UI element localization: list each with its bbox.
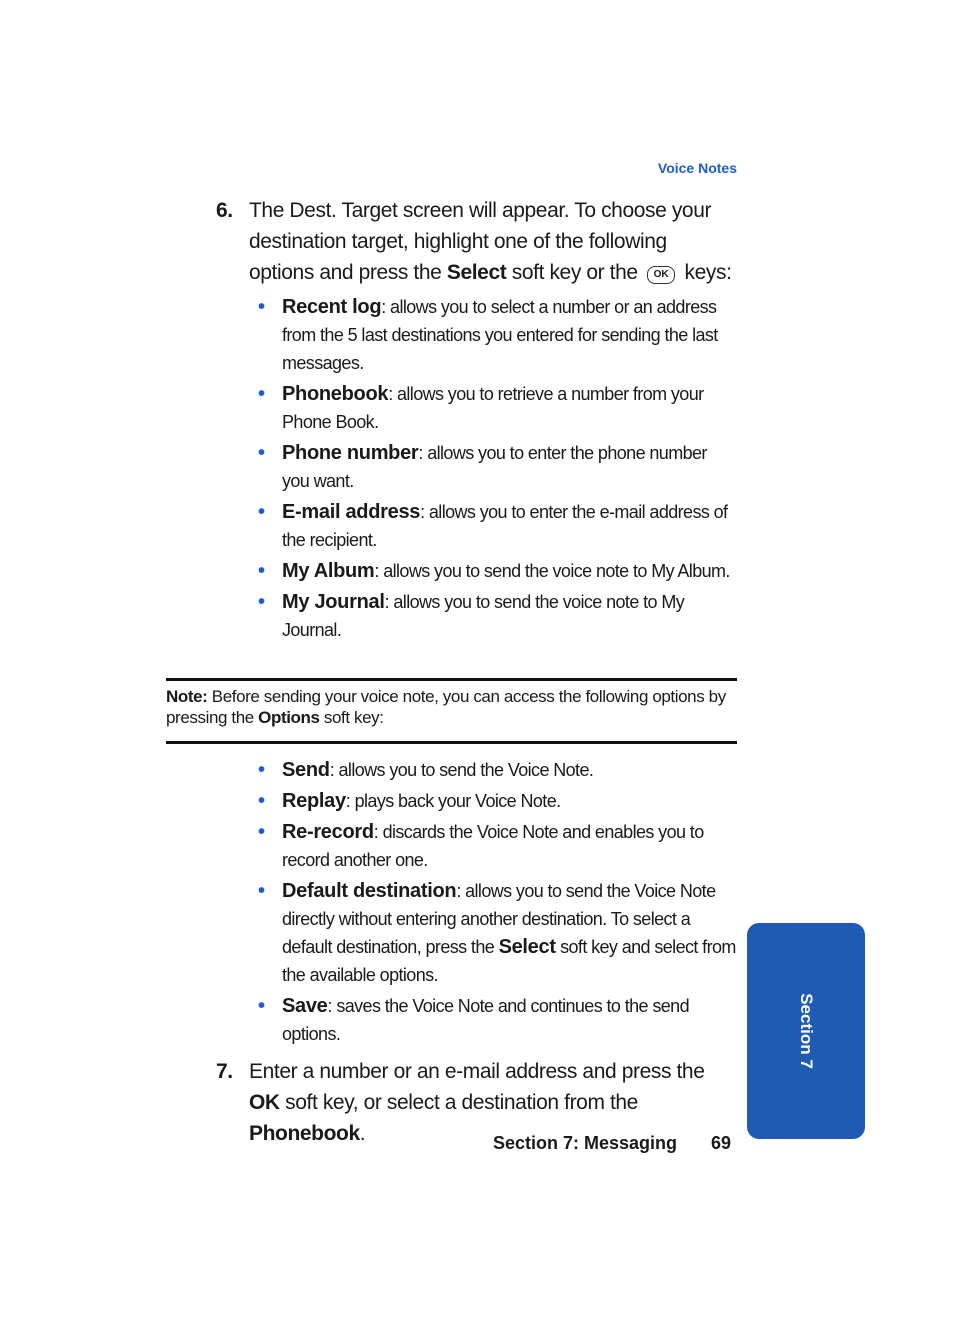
list-item xyxy=(256,439,736,495)
step-text xyxy=(249,195,736,288)
voice-note-options-list xyxy=(256,756,736,1051)
bullet-icon: • xyxy=(258,591,265,613)
bullet-icon: • xyxy=(258,442,265,464)
option-term: My Journal xyxy=(282,591,385,613)
bullet-icon: • xyxy=(258,995,265,1017)
list-item xyxy=(256,380,736,436)
option-term: E-mail address xyxy=(282,501,421,523)
note-text: Before sending your voice note, you can access the following options by pressing the xyxy=(166,687,726,727)
list-item xyxy=(256,992,736,1048)
option-desc: : saves the Voice Note and continues to the send options. xyxy=(282,996,689,1044)
list-item xyxy=(256,498,736,554)
option-desc: : plays back your Voice Note. xyxy=(345,791,561,811)
option-desc: : allows you to send the voice note to My Journal. xyxy=(282,592,685,640)
option-term: Phone number xyxy=(282,442,419,464)
running-head: Voice Notes xyxy=(657,160,737,176)
select-key-label: Select xyxy=(498,936,556,958)
option-desc: : allows you to select a number or an address from the 5 last destinations you entered for sending the last messages. xyxy=(282,297,718,373)
bullet-icon: • xyxy=(258,296,265,318)
option-term: Replay xyxy=(282,790,346,812)
option-desc: : allows you to enter the phone number you want. xyxy=(282,443,707,491)
step-number: 7. xyxy=(216,1060,233,1083)
option-desc: : allows you to enter the e-mail address of the recipient. xyxy=(282,502,728,550)
list-item xyxy=(256,787,736,815)
select-key-label: Select xyxy=(446,261,507,284)
step-text-part: Enter a number or an e-mail address and press the xyxy=(249,1060,705,1083)
list-item xyxy=(256,293,736,377)
bullet-icon: • xyxy=(258,560,265,582)
bullet-icon: • xyxy=(258,383,265,405)
option-term: Save xyxy=(282,995,328,1017)
note-text: soft key: xyxy=(319,708,384,727)
list-item xyxy=(256,756,736,784)
page-number: 69 xyxy=(711,1133,732,1153)
ok-key-icon: OK xyxy=(647,266,675,284)
step-text-part: soft key, or select a destination from the xyxy=(279,1091,638,1114)
option-desc: : discards the Voice Note and enables you to record another one. xyxy=(282,822,704,870)
option-term: My Album xyxy=(282,560,375,582)
phonebook-label: Phonebook xyxy=(249,1122,360,1145)
option-desc: : allows you to send the Voice Note. xyxy=(329,760,594,780)
ok-key-label: OK xyxy=(249,1091,280,1114)
bullet-icon: • xyxy=(258,759,265,781)
step-text-part: The Dest. Target screen will appear. To choose your destination target, highlight one of the following options and press the xyxy=(249,199,712,284)
option-term: Send xyxy=(282,759,330,781)
list-item xyxy=(256,557,736,585)
list-item xyxy=(256,877,736,989)
option-term: Recent log xyxy=(282,296,382,318)
footer-section-title: Section 7: Messaging xyxy=(493,1133,678,1153)
option-desc: soft key and select from the available options. xyxy=(282,937,736,985)
note-label: Note: xyxy=(166,687,208,706)
bullet-icon: • xyxy=(258,501,265,523)
section-tab-label: Section 7 xyxy=(797,993,816,1069)
option-desc: : allows you to send the Voice Note directly without entering another destination. To select a default destination, press the xyxy=(282,881,716,957)
option-term: Default destination xyxy=(282,880,457,902)
bullet-icon: • xyxy=(258,821,265,843)
option-term: Phonebook xyxy=(282,383,389,405)
bullet-icon: • xyxy=(258,880,265,902)
step-text-part: . xyxy=(359,1122,366,1145)
section-tab xyxy=(747,923,865,1139)
step-text-part: keys: xyxy=(679,261,732,284)
option-term: Re-record xyxy=(282,821,374,843)
step-6 xyxy=(216,195,736,288)
note-box xyxy=(166,678,737,744)
option-desc: : allows you to send the voice note to My Album. xyxy=(374,561,730,581)
list-item xyxy=(256,818,736,874)
list-item xyxy=(256,588,736,644)
bullet-icon: • xyxy=(258,790,265,812)
step-number: 6. xyxy=(216,199,233,222)
options-key-label: Options xyxy=(258,708,320,727)
step-text-part: soft key or the xyxy=(506,261,644,284)
destination-options-list xyxy=(256,293,736,647)
option-desc: : allows you to retrieve a number from your Phone Book. xyxy=(282,384,704,432)
